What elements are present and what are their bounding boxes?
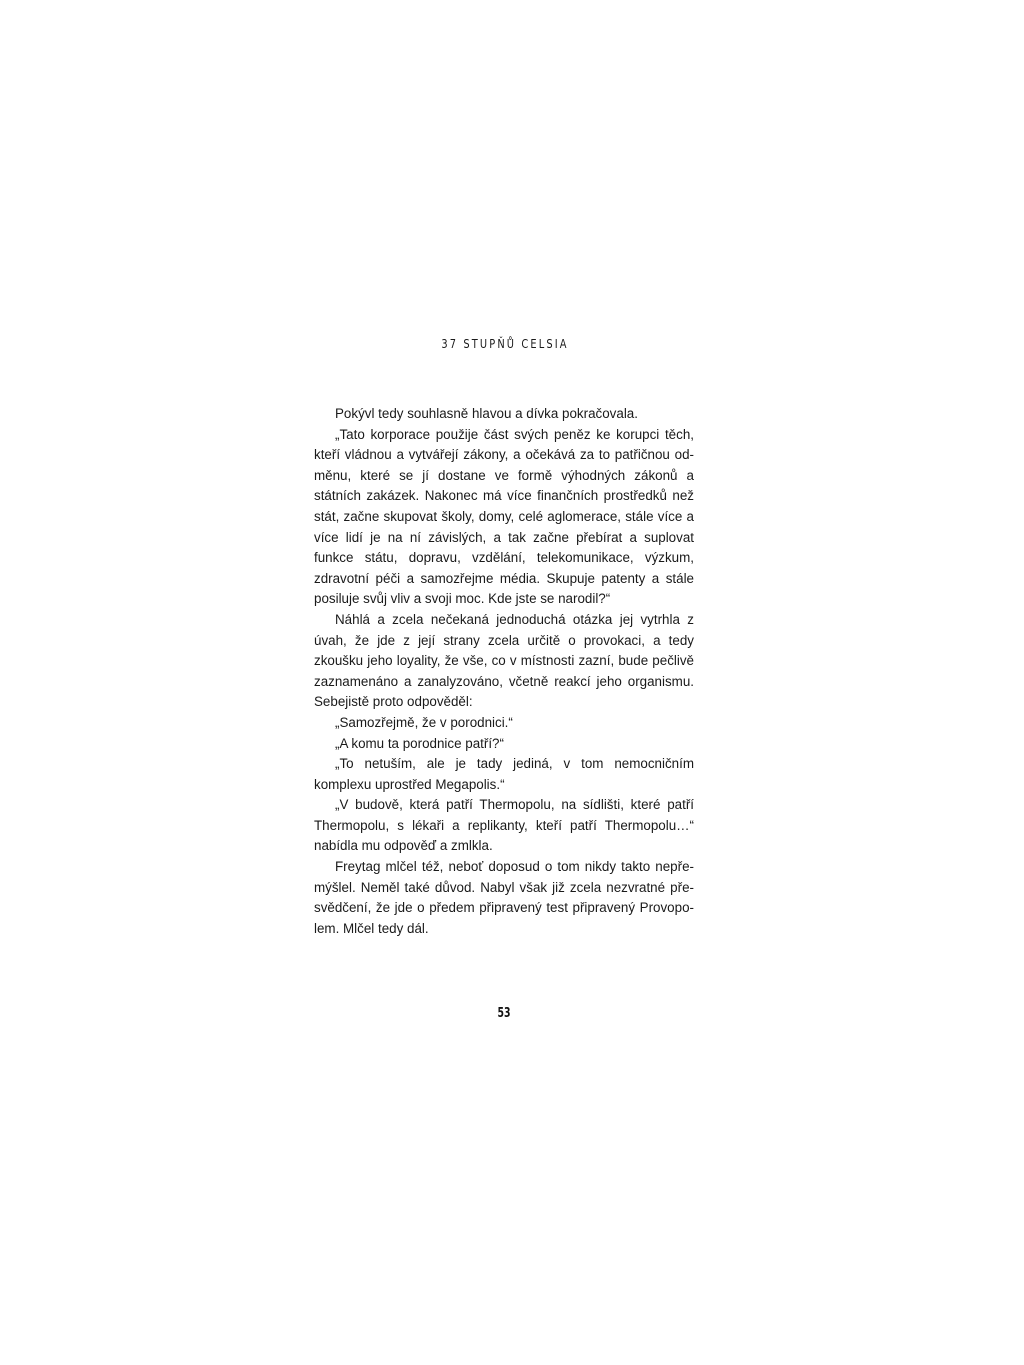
paragraph: „Samozřejmě, že v porodnici.“ [335,714,513,730]
paragraph: „V budově, která patří Thermopolu, na sídlišti, které patří Thermopolu, s lékaři a replikanty, kteří patří Thermopolu…“ nabídla mu odpověď a zmlkla. [314,797,694,854]
paragraph: Náhlá a zcela nečekaná jednoduchá otázka jej vytrhla z úvah, že jde z její strany zcela určitě o provokaci, a tedy zkoušku jeho loyality, že vše, co v místnosti zazní, bude pečlivě zaznamenáno a zanalyzováno, včetně reakcí jeho organismu. Sebejistě proto odpověděl: [314,611,694,710]
paragraph: „To netuším, ale je tady jediná, v tom nemocničním komplexu uprostřed Megapolis.“ [314,756,694,792]
paragraph: „A komu ta porodnice patří?“ [335,735,504,751]
page-number: 53 [497,1006,511,1021]
body-text [314,404,694,939]
running-head-title: 37 STUPŇŮ CELSIA [441,337,569,351]
paragraph: Freytag mlčel též, neboť doposud o tom nikdy takto nepřemýšlel. Neměl také důvod. Nabyl však již zcela nezvratné přesvědčení, že jde o předem připravený test připravený Provopolem. Mlčel tedy dál. [314,859,694,936]
paragraph: Pokývl tedy souhlasně hlavou a dívka pokračovala. [335,406,638,421]
paragraph: „Tato korporace použije část svých peněz ke korupci těch, kteří vládnou a vytvářejí zákony, a očekává za to patřičnou odměnu, které se jí dostane ve formě výhodných zákonů a státních zakázek. Nakonec má více finančních prostředků než stát, začne skupovat školy, domy, celé aglomerace, stále více a více lidí je na ní závislých, a tak začne přebírat a suplovat funkce státu, dopravu, vzdělání, telekomunikace, výzkum, zdravotní péči a samozřejme média. Skupuje patenty a stále posiluje svůj vliv a svoji moc. Kde jste se narodil?“ [314,426,694,607]
